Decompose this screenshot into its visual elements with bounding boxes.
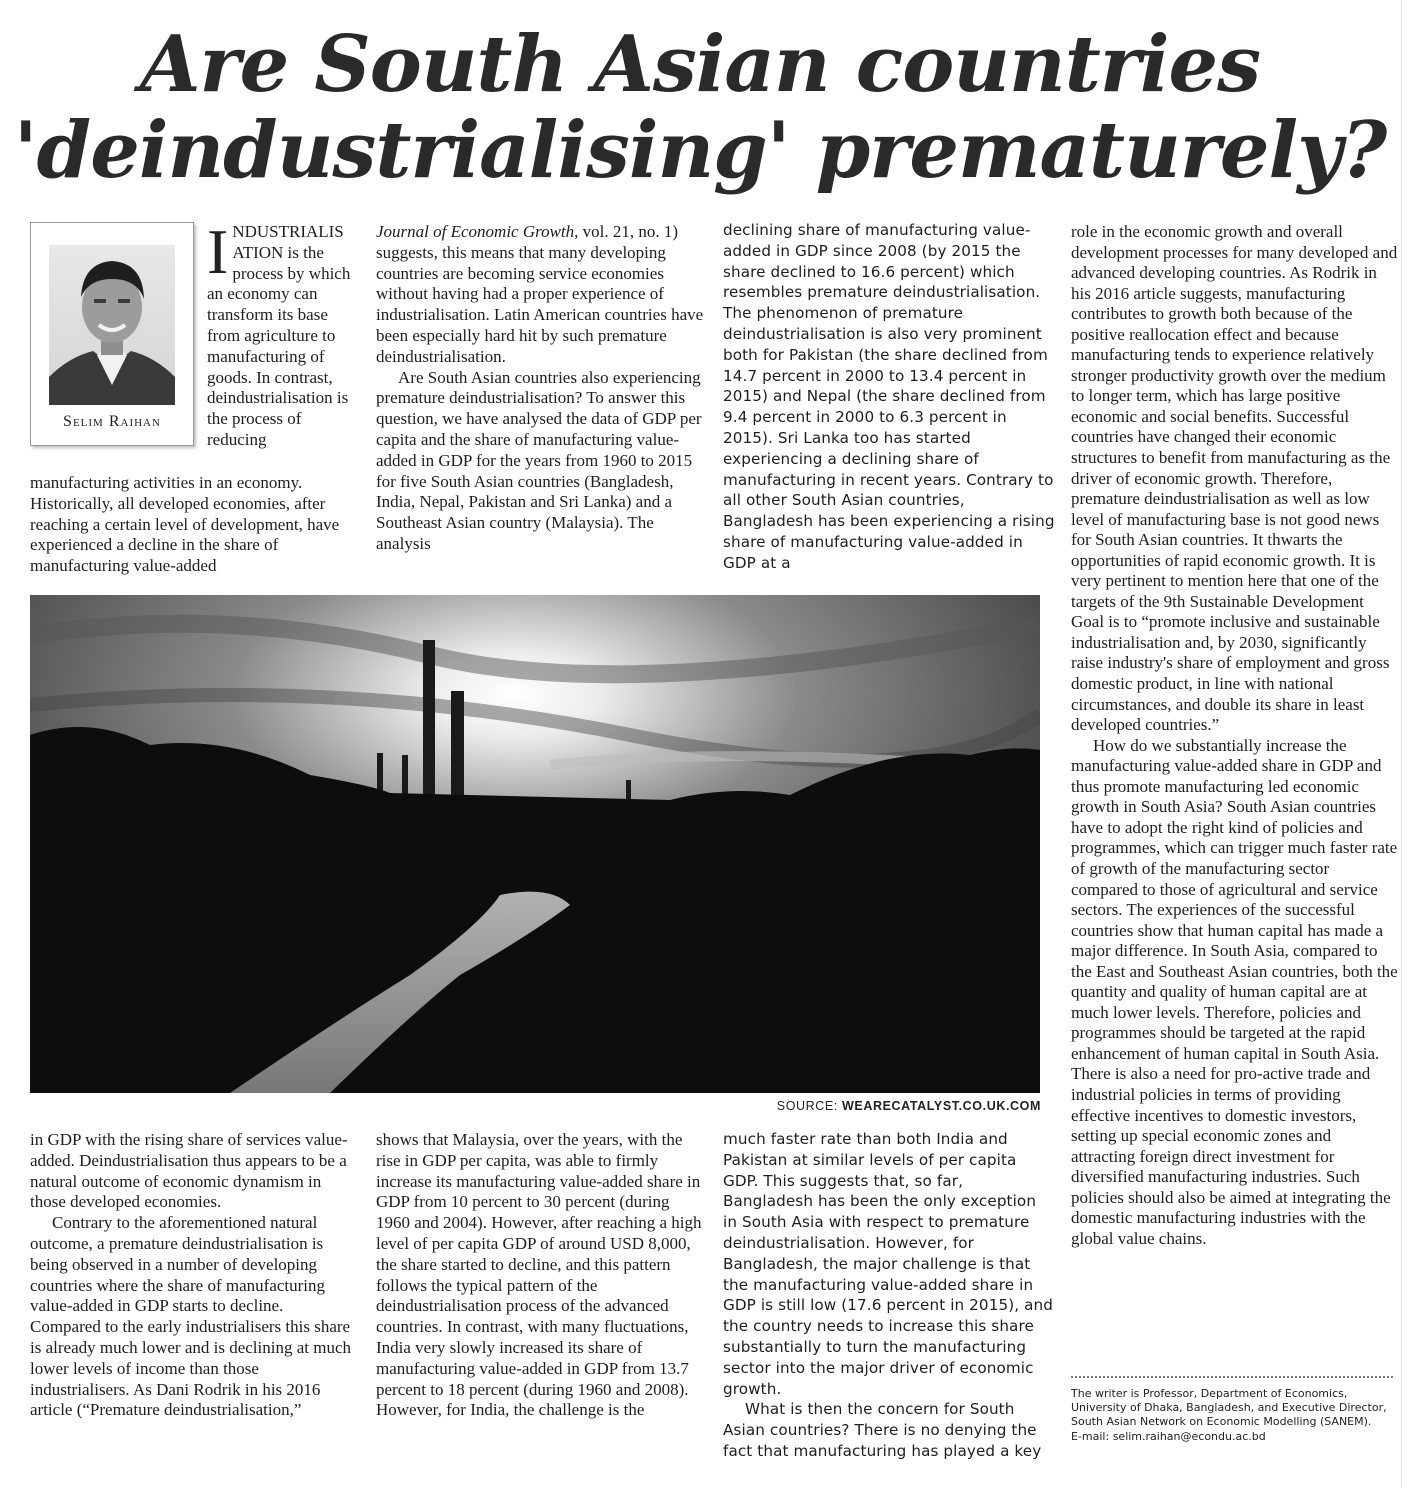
column-1-bottom	[30, 1130, 358, 1421]
paragraph	[376, 222, 706, 368]
headline-line-1: Are South Asian countries	[139, 19, 1261, 110]
paragraph: Contrary to the aforementioned natural outcome, a premature deindustrialisation is being observed in a number of developing countries where the share of manufacturing value-added in GDP starts to decline. Compared to the early industrialisers this share is already much lower and is declining at much lower levels of income than those industrialisers. As Dani Rodrik in his 2016 article (“Premature deindustrialisation,”	[30, 1213, 352, 1420]
author-name: Selim Raihan	[63, 413, 161, 430]
column-2-bottom	[376, 1130, 706, 1421]
paragraph: shows that Malaysia, over the years, with the rise in GDP per capita, was able to firmly increase its manufacturing value-added share in GDP from 10 percent to 30 percent (during 1960 and 2004). However, after reaching a high level of per capita GDP of around USD 8,000, the share started to decline, and this pattern follows the typical pattern of the deindustrialisation process of the advanced countries. In contrast, with many fluctuations, India very slowly increased its share of manufacturing value-added in GDP from 13.7 percent to 18 percent (during 1960 and 2008). However, for India, the challenge is the	[376, 1130, 702, 1420]
drop-cap: I	[207, 216, 229, 287]
paragraph: much faster rate than both India and Pakistan at similar levels of per capita GDP. This suggests that, so far, Bangladesh has been the only exception in South Asia with respect to premature deindustrialisation. However, for Bangladesh, the major challenge is that the manufacturing value-added share in GDP is still low (17.6 percent in 2015), and the country needs to increase this share substantially to turn the manufacturing sector into the major driver of economic growth.	[723, 1130, 1053, 1398]
intro-text-beside-photo	[207, 216, 357, 451]
paragraph: role in the economic growth and overall development processes for many developed and advanced developing countries. As Rodrik in his 2016 article suggests, manufacturing contributes to growth both because of the positive reallocation effect and because manufacturing tends to experience relatively stronger productivity growth over the medium to longer term, which has large positive economic and social benefits. Successful countries have changed their economic structures to benefit from manufacturing as the driver of economic growth. Therefore, premature deindustrialisation as well as low level of manufacturing base is not good news for South Asian countries. It thwarts the opportunities of rapid economic growth. It is very pertinent to mention here that one of the targets of the 9th Sustainable Development Goal is to “promote inclusive and sustainable industrialisation and, by 2030, significantly raise industry's share of employment and gross domestic product, in line with national circumstances, and double its share in least developed countries.”	[1071, 222, 1398, 735]
paragraph: declining share of manufacturing value-added in GDP since 2008 (by 2015 the share declined to 16.6 percent) which resembles premature deindustrialisation. The phenomenon of premature deindustrialisation is also very prominent both for Pakistan (the share declined from 14.7 percent in 2000 to 13.4 percent in 2015) and Nepal (the share declined from 9.4 percent in 2000 to 6.3 percent in 2015). Sri Lanka too has started experiencing a declining share of manufacturing in recent years. Contrary to all other South Asian countries, Bangladesh has been experiencing a rising share of manufacturing value-added in GDP at a	[723, 221, 1055, 572]
paragraph: What is then the concern for South Asian countries? There is no denying the fact that manufacturing has played a key	[723, 1400, 1042, 1460]
photo-source	[700, 1099, 1041, 1113]
headline-line-2: 'deindustrialising' prematurely?	[13, 105, 1387, 196]
source-label: SOURCE:	[776, 1099, 842, 1113]
headline	[0, 19, 1400, 196]
bio-text: The writer is Professor, Department of Economics, University of Dhaka, Bangladesh, and Executive Director, South Asian Network on Economic Modelling (SANEM).	[1071, 1387, 1387, 1429]
column-3-bottom	[723, 1129, 1055, 1462]
column-4	[1071, 222, 1399, 1249]
paragraph-text: vol. 21, no. 1) suggests, this means that many developing countries are becoming service economies without having had a proper experience of industrialisation. Latin American countries have been especially hard hit by such premature deindustrialisation.	[376, 222, 704, 366]
author-bio	[1071, 1387, 1396, 1444]
factory-river-photo-icon	[30, 595, 1040, 1093]
author-box	[30, 222, 194, 446]
journal-title: Journal of Economic Growth,	[376, 222, 579, 241]
intro-text-below-photo	[30, 473, 358, 577]
intro-text: NDUSTRIALIS ATION is the process by which an economy can transform its base from agriculture to manufacturing of goods. In contrast, deindustrialisation is the process of reducing	[207, 222, 351, 449]
paragraph: in GDP with the rising share of services value-added. Deindustrialisation thus appears to be a natural outcome of economic dynamism in those developed economies.	[30, 1130, 348, 1212]
source-site: WEARECATALYST.CO.UK.COM	[842, 1099, 1041, 1113]
intro-continuation: manufacturing activities in an economy. Historically, all developed economies, after reaching a certain level of development, have experienced a decline in the share of manufacturing value-added	[30, 473, 340, 576]
author-portrait-icon	[49, 245, 175, 405]
bio-divider	[1071, 1376, 1393, 1378]
paragraph: How do we substantially increase the manufacturing value-added share in GDP and thus promote manufacturing led economic growth in South Asia? South Asian countries have to adopt the right kind of policies and programmes, which can trigger much faster rate of growth of the manufacturing sector compared to those of agricultural and service sectors. The experiences of the successful countries show that human capital has made a major difference. In South Asia, compared to the East and Southeast Asian countries, both the quantity and quality of human capital are at much lower levels. Therefore, policies and programmes should be targeted at the rapid enhancement of human capital in South Asia. There is also a need for pro-active trade and industrial policies in terms of providing effective incentives to domestic investors, setting up special economic zones and attracting foreign direct investment for diversified manufacturing industries. Such policies should also be aimed at integrating the domestic manufacturing industries with the global value chains.	[1071, 735, 1398, 1248]
column-2-top	[376, 222, 706, 555]
column-3-top	[723, 220, 1055, 574]
bio-email: E-mail: selim.raihan@econdu.ac.bd	[1071, 1429, 1266, 1443]
paragraph: Are South Asian countries also experiencing premature deindustrialisation? To answer this question, we have analysed the data of GDP per capita and the share of manufacturing value-added in GDP for the years from 1960 to 2015 for five South Asian countries (Bangladesh, India, Nepal, Pakistan and Sri Lanka) and a Southeast Asian country (Malaysia). The analysis	[376, 367, 702, 553]
page-edge	[1401, 0, 1411, 1488]
